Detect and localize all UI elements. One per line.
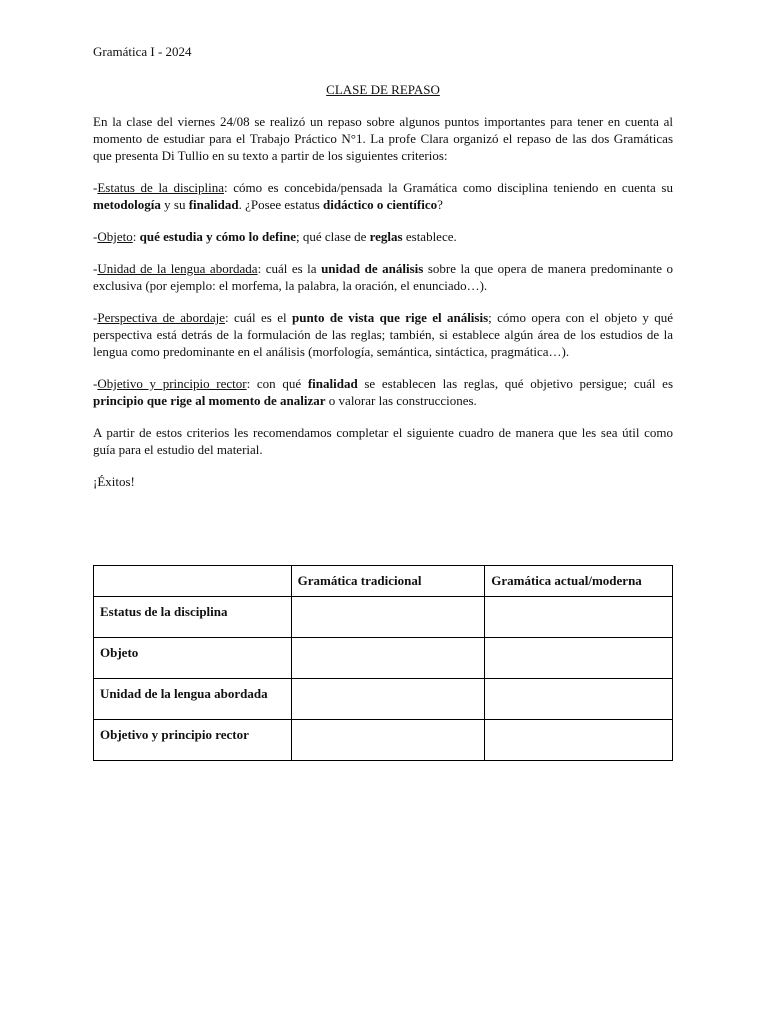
criterion-unidad: -Unidad de la lengua abordada: cuál es la unidad de análisis sobre la que opera de manera predominante o exclusiva (por ejemplo: el morfema, la palabra, la oración, el enunciado…). (93, 261, 674, 293)
row-label: Objeto (94, 638, 292, 679)
table-row (94, 679, 673, 720)
table-header-cell: Gramática actual/moderna (485, 566, 673, 597)
table-cell (485, 720, 673, 761)
text: ; qué clase de (295, 229, 370, 244)
bold-text: unidad de análisis (321, 261, 424, 276)
text: establece. (402, 229, 457, 244)
criterion-label: Unidad de la lengua abordada (97, 261, 258, 276)
text: : (132, 229, 140, 244)
bold-text: principio que rige al momento de analizar (93, 393, 326, 408)
table-cell (291, 597, 485, 638)
farewell: ¡Éxitos! (93, 474, 135, 489)
bold-text: finalidad (188, 197, 239, 212)
text: se establecen las reglas, qué objetivo persigue; cuál es (357, 376, 674, 391)
row-label: Objetivo y principio rector (94, 720, 292, 761)
text: . ¿Posee estatus (238, 197, 324, 212)
intro-paragraph: En la clase del viernes 24/08 se realizó un repaso sobre algunos puntos importantes para tener en cuenta al momento de estudiar para el Trabajo Práctico N°1. La profe Clara organizó el repaso de las dos Gramáticas que presenta Di Tullio en su texto a partir de los siguientes criterios: (93, 114, 673, 163)
table-cell (485, 597, 673, 638)
document-title: CLASE DE REPASO (326, 82, 440, 97)
table-cell (485, 679, 673, 720)
table-header-cell: Gramática tradicional (291, 566, 485, 597)
criterion-objeto: -Objeto: qué estudia y cómo lo define; qué clase de reglas establece. (93, 229, 457, 244)
bold-text: finalidad (307, 376, 358, 391)
bold-text: metodología (93, 197, 161, 212)
closing-paragraph: A partir de estos criterios les recomendamos completar el siguiente cuadro de manera que les sea útil como guía para el estudio del material. (93, 425, 673, 457)
bold-text: didáctico o científico (323, 197, 438, 212)
text: o valorar las construcciones. (325, 393, 477, 408)
table-row (94, 720, 673, 761)
criterion-label: Objetivo y principio rector (97, 376, 247, 391)
text: : con qué (246, 376, 308, 391)
text: y su (160, 197, 189, 212)
criterion-perspectiva: -Perspectiva de abordaje: cuál es el punto de vista que rige el análisis; cómo opera con el objeto y qué perspectiva está detrás de la formulación de las reglas; también, si establece algún área de los estudios de la lengua como predominante en el análisis (morfología, semántica, sintáctica, pragmática…). (93, 310, 674, 359)
table-row (94, 638, 673, 679)
bold-text: punto de vista que rige el análisis (291, 310, 489, 325)
criterion-estatus: -Estatus de la disciplina: cómo es concebida/pensada la Gramática como disciplina teniendo en cuenta su metodología y su finalidad. ¿Posee estatus didáctico o científico? (93, 180, 673, 212)
table-cell (291, 638, 485, 679)
criterion-objetivo: -Objetivo y principio rector: con qué finalidad se establecen las reglas, qué objetivo persigue; cuál es principio que rige al momento de analizar o valorar las construcciones. (93, 376, 674, 408)
text: : cuál es el (225, 310, 292, 325)
criterion-label: Estatus de la disciplina (97, 180, 225, 195)
document-body (93, 113, 673, 505)
text: ; cómo opera con el objeto y qué perspectiva está detrás de la formulación de las reglas; también, si establece algún área de los estudios de la lengua como predominante en el análisis (morfología, semántica, sintáctica, pragmática…). (93, 310, 674, 359)
review-table (93, 565, 673, 761)
table-row (94, 597, 673, 638)
bold-text: qué estudia y cómo lo define (139, 229, 296, 244)
text: : cuál es la (257, 261, 322, 276)
criterion-label: Objeto (97, 229, 133, 244)
text: ? (437, 197, 443, 212)
table-cell (291, 720, 485, 761)
table-cell (291, 679, 485, 720)
table-header-cell (94, 566, 292, 597)
row-label: Unidad de la lengua abordada (94, 679, 292, 720)
bold-text: reglas (369, 229, 403, 244)
criterion-label: Perspectiva de abordaje (97, 310, 226, 325)
text: : cómo es concebida/pensada la Gramática como disciplina teniendo en cuenta su (224, 180, 673, 195)
table-header-row (94, 566, 673, 597)
text: sobre la que opera de manera predominante o exclusiva (por ejemplo: el morfema, la palabra, la oración, el enunciado…). (93, 261, 674, 293)
table-cell (485, 638, 673, 679)
document-header: Gramática I - 2024 (93, 44, 192, 59)
row-label: Estatus de la disciplina (94, 597, 292, 638)
